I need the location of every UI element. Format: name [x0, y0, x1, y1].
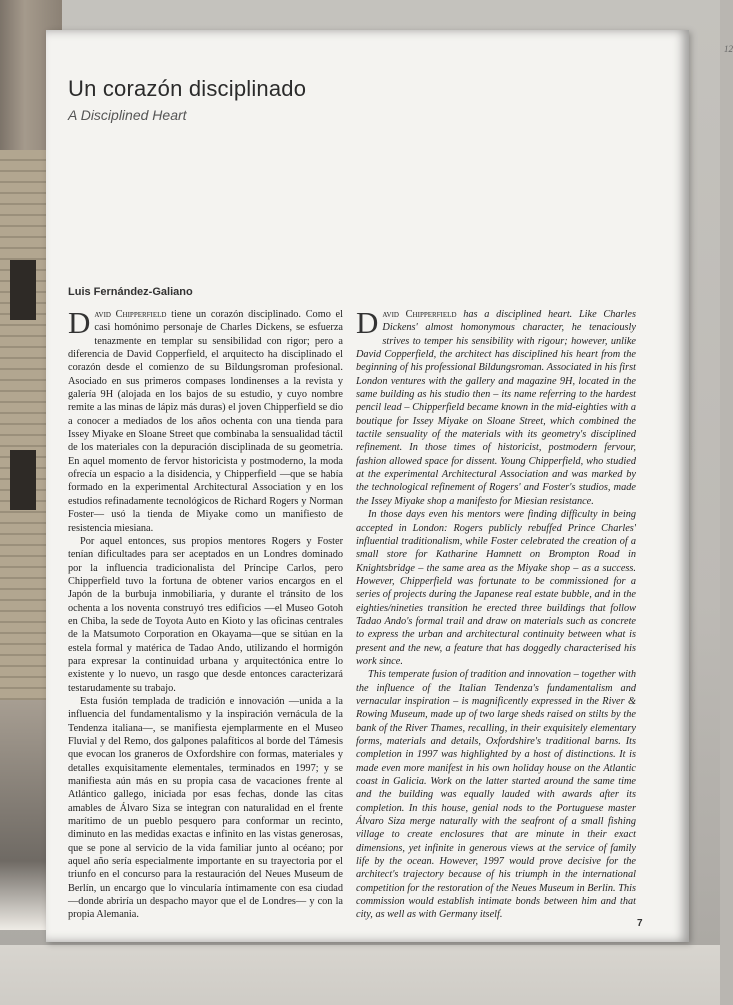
spanish-paragraph-2: Por aquel entonces, sus propios mentores Rogers y Foster tenían dificultades para ser aceptados en un Londres dominado por la influencia tradicionalista del Príncipe Carlos, pero Chipperfield tuvo la fortuna de obtener varios encargos en el Japón de la burbuja inmobiliaria, y durante el tránsito de los ochenta a los noventa construyó tres edificios —el Museo Gotoh en Chiba, la sede de Toyota Auto en Kioto y las oficinas centrales de la Matsumoto Corporation en Okayama—que se sitúan en la estela formal y matérica de Tadao Ando, utilizando el hormigón para expresar la continuidad urbana y arquitectónica entre lo existente y lo nuevo, un rasgo que desde entonces caracterizará testarudamente su trabajo.: [68, 535, 343, 694]
page-subtitle: A Disciplined Heart: [68, 107, 187, 123]
tower-window: [10, 450, 36, 510]
corner-pencil-mark: 12: [724, 44, 733, 54]
book-page: [46, 30, 733, 942]
english-paragraph-1: [356, 305, 636, 508]
english-paragraph-1-text: has a disciplined heart. Like Charles Dickens' almost homonymous character, he tenaciously strives to temper his sensibility with rigour; however, unlike David Copperfield, the architect has disciplined his heart from the beginning of his professional Bildungsroman. Associated in his first London ventures with the gallery and magazine 9H, located in the same building as his studio then – its name referring to the hardest pencil lead – Chipperfield became known in the mid-eighties with a boutique for Issey Miyake on Sloane Street, which combined the tactile sensuality of the materials with its geometry's disciplined refinement. In those times of historicist, postmodern fervour, fashion allowed space for dissent. Young Chipperfield, who studied at the experimental Architectural Association and was marked by the technological refinement of Rogers' and Foster's studios, made the Issey Miyake shop a manifesto for Miesian resistance.: [356, 309, 636, 507]
english-lead-caps: avid Chipperfield: [382, 309, 457, 320]
spanish-paragraph-1: [68, 305, 343, 535]
spanish-paragraph-3: Esta fusión templada de tradición e innovación —unida a la influencia del fundamentalismo y la inspiración vernácula de la Tendenza italiana—, se manifiesta ejemplarmente en el Museo Fluvial y del Remo, dos galpones palafíticos al borde del Támesis que evocan los graneros de Oxfordshire con formas, materiales y detalles exquisitamente elementales, terminados en 1997; y se manifiesta aún más en su propia casa de vacaciones frente al Atlántico gallego, iniciada por esas fechas, donde las citas amables de Álvaro Siza se integran con naturalidad en el frente marítimo de un pueblo pesquero para conformar un recinto, diminuto en las medidas exactas e infinito en las vistas generosas, que se pone al servicio de la vida familiar junto al océano; por aquel año sería especialmente importante en su trayectoria por el triunfo en el concurso para la restauración del Neues Museum de Berlín, un encargo que lo vincularía íntimamente con esa ciudad —donde abriría un despacho mayor que el de Londres— y con la propia Alemania.: [68, 695, 343, 921]
spanish-text-column: [68, 305, 343, 922]
table-surface: [0, 945, 720, 1005]
tower-window: [10, 260, 36, 320]
english-paragraph-3: This temperate fusion of tradition and innovation – together with the influence of the Italian Tendenza's fundamentalism and vernacular inspiration – is magnificently expressed in the River & Rowing Museum, made up of two large sheds raised on stilts by the bank of the River Thames, recalling, in their exquisitely elementary forms, materials and details, Oxfordshire's traditional barns. Its completion in 1997 was highlighted by a host of distinctions. It is made even more manifest in his own holiday house on the Atlantic coast in Galicia. Work on the latter started around the same time and the building was equally lauded with awards after its completion. In this house, genial nods to the Portuguese master Álvaro Siza merge naturally with the seafront of a small fishing village to create enclosures that are minute in their exact dimensions, yet infinite in generous views at the service of family life by the ocean. However, 1997 would prove decisive for the architect's trajectory because of his triumph in the international competition for the restoration of the Neues Museum in Berlin. This commission would establish intimate bonds between him and that city, as well as with Germany itself.: [356, 669, 637, 921]
spanish-drop-cap: D: [68, 305, 91, 340]
english-paragraph-2: In those days even his mentors were finding difficulty in being accepted in London: Rogers publicly rebuffed Prince Charles' influential traditionalism, while Foster celebrated the creation of a small store for Katharine Hamnett on Brompton Road in Knightsbridge – the same area as the Miyake shop – as a success. However, Chipperfield was fortunate to be commissioned for a series of projects during the Japanese real estate bubble, and in the eighties/nineties transition he erected three buildings that follow Tadao Ando's formal trail and draw on materials such as concrete to express the urban and architectural continuity between what is present and the new, a feature that has doggedly characterised his work since.: [356, 509, 636, 667]
building-tower-image: [0, 150, 48, 710]
english-text-column: [356, 305, 637, 922]
spanish-paragraph-1-text: tiene un corazón disciplinado. Como el casi homónimo personaje de Charles Dickens, se esfuerza tenazmente en templar su sensibilidad con rigor; pero a diferencia de David Copperfield, el arquitecto ha disciplinado el corazón desde el comienzo de su Bildungsroman profesional. Asociado en sus primeros compases londinenses a la revista y galería 9H (alojada en los bajos de su estudio, y cuyo nombre remite a las minas de lápiz más duras) el joven Chipperfield se dio a conocer a mediados de los años ochenta con una tienda para Issey Miyake en Sloane Street que combinaba la sensualidad táctil de los materiales con la depuración disciplinada de su geometría. En aquel momento de fervor historicista y postmoderno, la moda ofrecía un espacio a la disidencia, y Chipperfield —que se había formado en la experimental Architectural Association y en los estudios refinadamente tecnológicos de Richard Rogers y Norman Foster— usó la tienda de Miyake como un manifiesto de resistencia miesiana.: [68, 309, 343, 534]
page-title: Un corazón disciplinado: [68, 76, 307, 101]
page-number: 7: [637, 918, 643, 929]
author-name: Luis Fernández-Galiano: [68, 286, 193, 298]
spanish-lead-caps: avid Chipperfield: [94, 309, 167, 320]
english-drop-cap: D: [356, 305, 379, 340]
